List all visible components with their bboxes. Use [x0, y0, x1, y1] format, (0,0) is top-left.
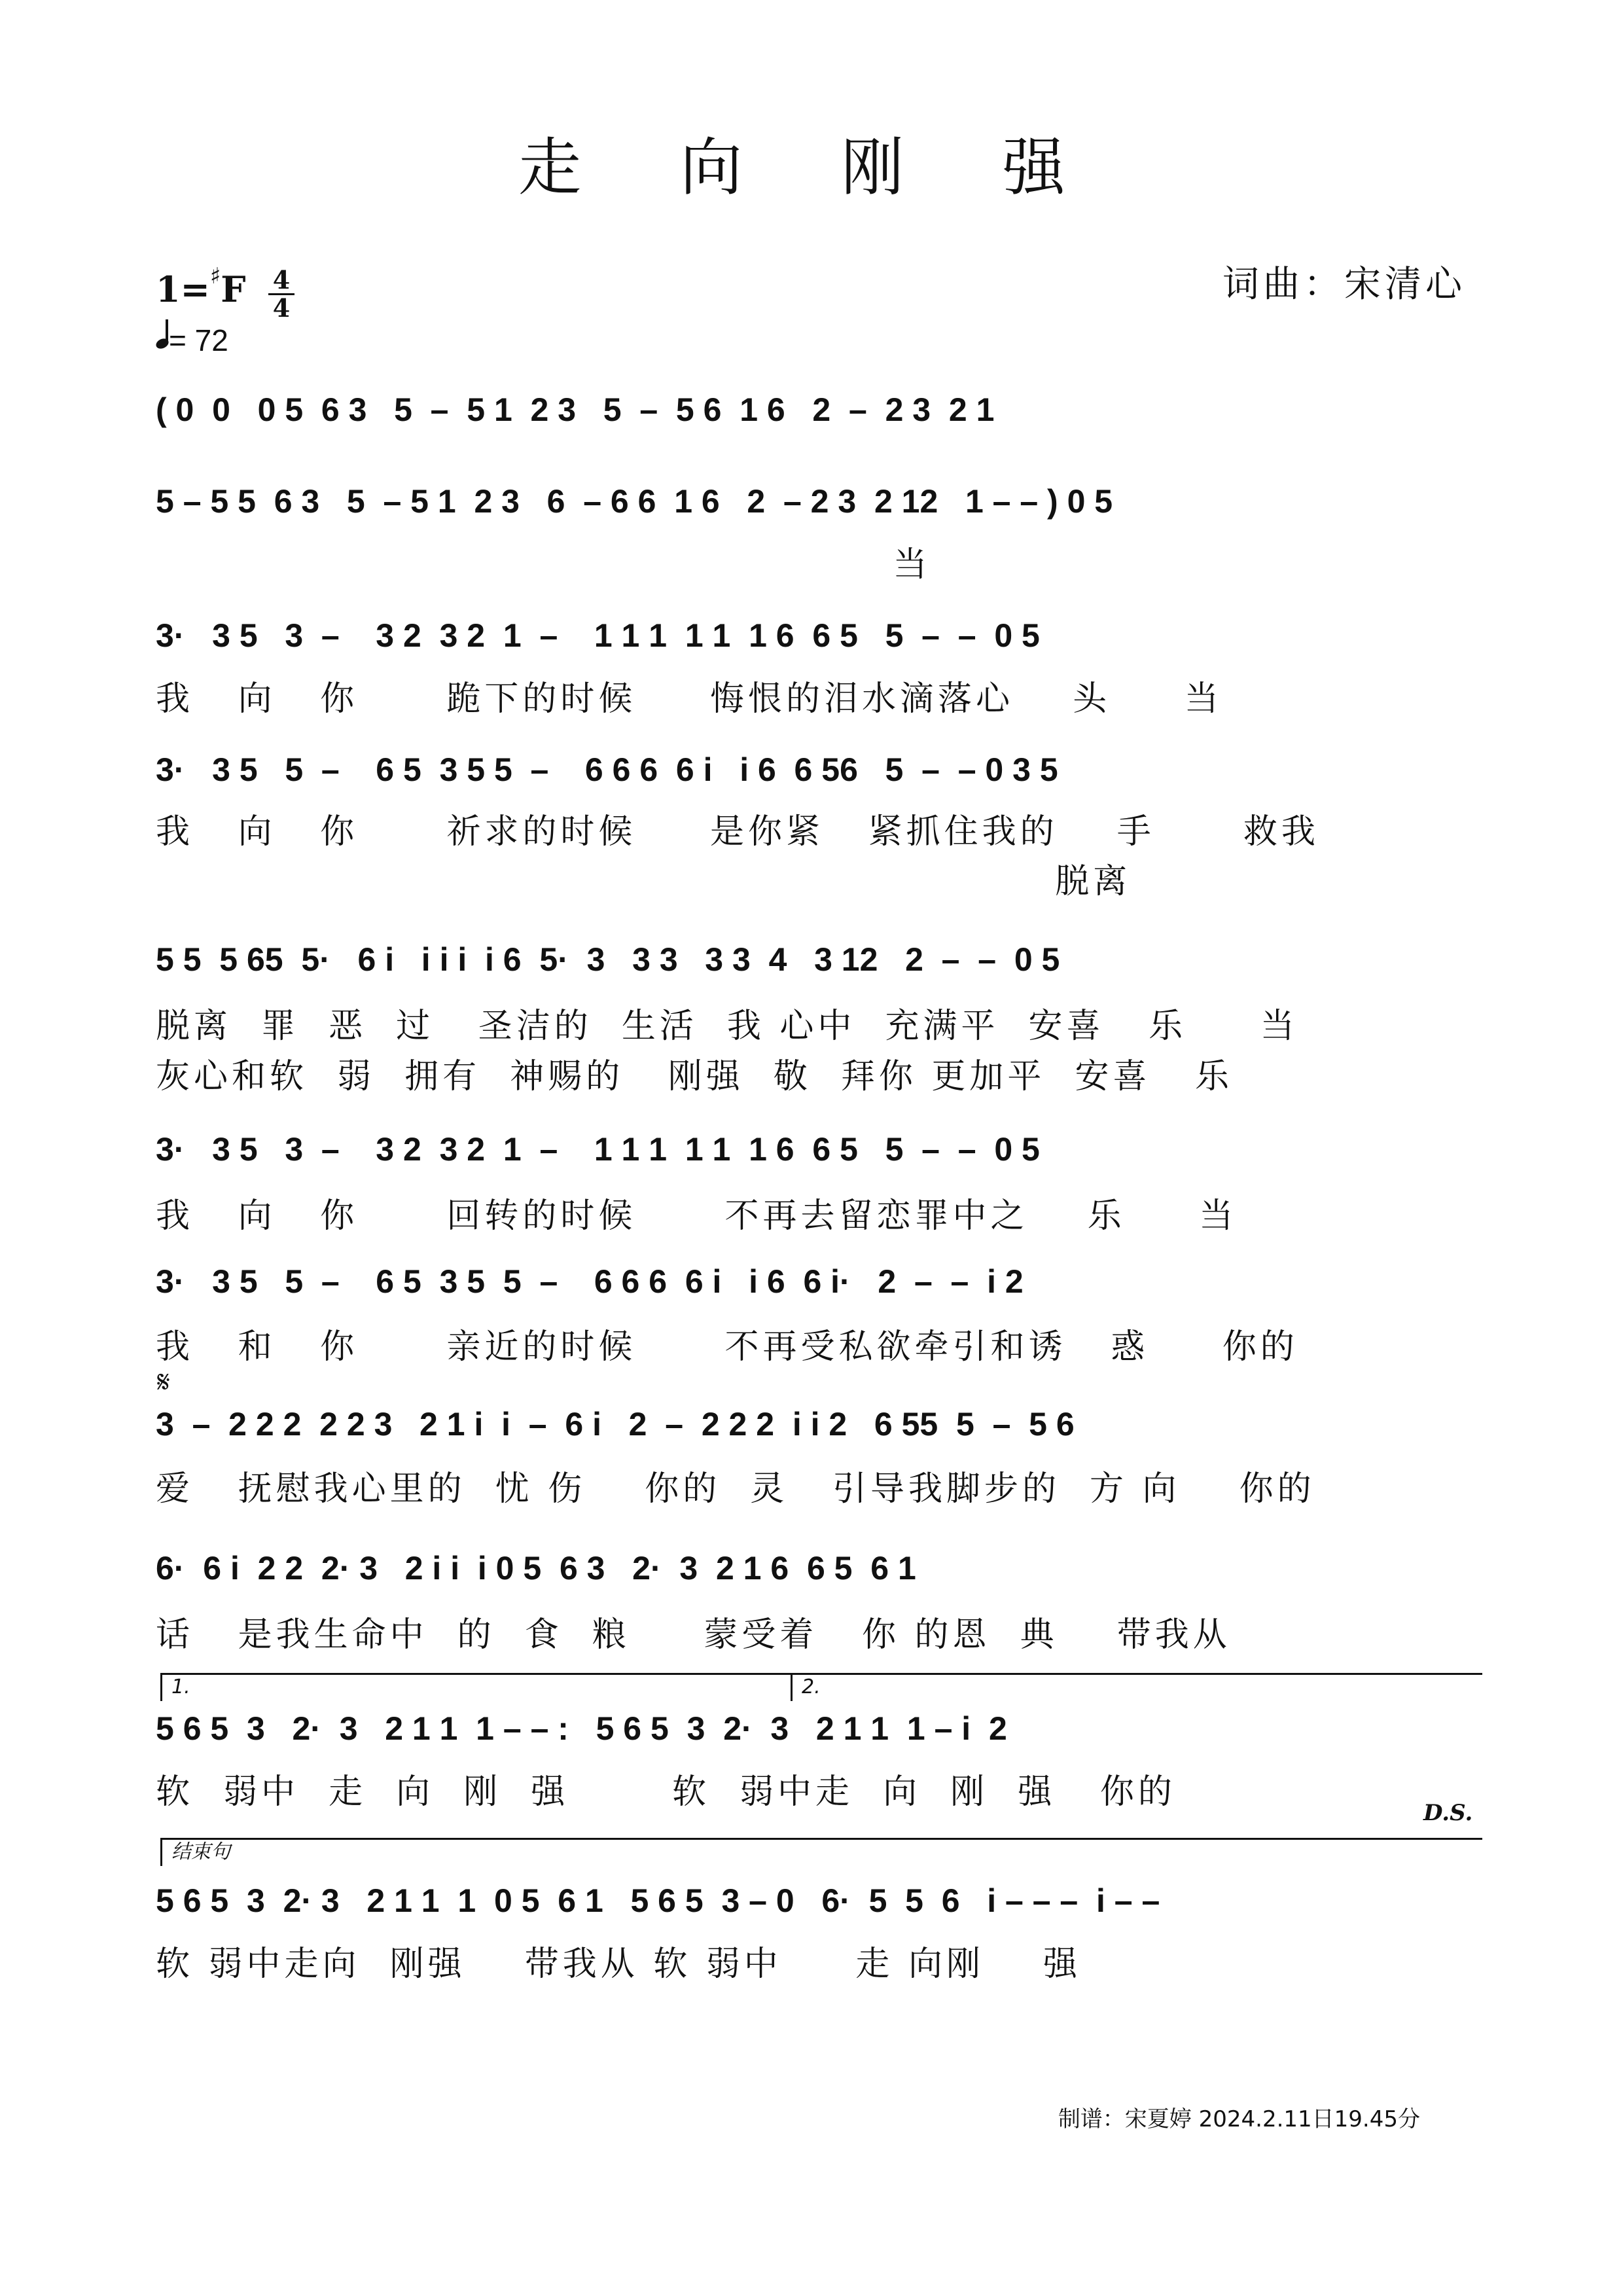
lyric-line: 灰心和软 弱 拥有 神赐的 刚强 敬 拜你 更加平 安喜 乐	[156, 1057, 1234, 1096]
lyric-line: 软 弱中走向 刚强 带我从 软 弱中 走 向刚 强	[156, 1945, 1082, 1984]
credit: 词曲：宋清心	[1222, 263, 1466, 306]
lyric-line: 我 向 你 跪下的时候 悔恨的泪水滴落心 头 当	[156, 679, 1222, 719]
score-line	[156, 1126, 1471, 1198]
tempo-marking	[156, 319, 228, 358]
notation-line: 3· 3 5 5 – 6 5 3 5 5 – 6 6 6 6 i i 6 6 i· 2 – – i 2	[156, 1263, 1024, 1300]
key-prefix: 1=	[156, 268, 210, 310]
dal-segno-mark: D.S.	[1423, 1800, 1473, 1826]
volta-second-ending: 2.	[791, 1673, 1482, 1701]
lyric-line: 当	[156, 545, 931, 584]
lyric-line: 脱离 罪 恶 过 圣洁的 生活 我 心中 充满平 安喜 乐 当	[156, 1007, 1298, 1046]
time-signature-denominator: 4	[272, 293, 291, 323]
lyric-line: 爱 抚慰我心里的 忧 伤 你的 灵 引导我脚步的 方 向 你的	[156, 1469, 1315, 1509]
key-note: F	[221, 268, 246, 310]
footer-credit: 制谱：宋夏婷 2024.2.11日19.45分	[1058, 2106, 1420, 2132]
lyric-line: 我 向 你 回转的时候 不再去留恋罪中之 乐 当	[156, 1196, 1238, 1236]
coda-ending: 结束句	[160, 1838, 1482, 1866]
notation-line: 3· 3 5 3 – 3 2 3 2 1 – 1 1 1 1 1 1 6 6 5 5 – – 0 5	[156, 617, 1040, 654]
notation-line: 5 5 5 65 5· 6 i i i i i 6 5· 3 3 3 3 3 4 3 12 2 – – 0 5	[156, 941, 1060, 978]
time-signature-numerator: 4	[268, 267, 294, 295]
notation-line: 5 6 5 3 2· 3 2 1 1 1 – – : 5 6 5 3 2· 3 2 1 1 1 – i 2	[156, 1710, 1007, 1747]
notation-line: 3 – 2 2 2 2 2 3 2 1 i i – 6 i 2 – 2 2 2 i i 2 6 55 5 – 5 6	[156, 1406, 1075, 1443]
segno-sign: 𝄋	[157, 1364, 170, 1399]
notation-line: 3· 3 5 5 – 6 5 3 5 5 – 6 6 6 6 i i 6 6 56 5 – – 0 3 5	[156, 751, 1058, 788]
notation-line: ( 0 0 0 5 6 3 5 – 5 1 2 3 5 – 5 6 1 6 2 – 2 3 2 1	[156, 391, 995, 428]
time-signature	[268, 267, 294, 321]
score-line	[156, 1545, 1471, 1617]
notation-line: 3· 3 5 3 – 3 2 3 2 1 – 1 1 1 1 1 1 6 6 5 5 – – 0 5	[156, 1131, 1040, 1168]
score-line	[156, 936, 1471, 1008]
key-signature	[156, 263, 246, 310]
sharp-sign: ♯	[209, 263, 221, 289]
lyric-line: 我 和 你 亲近的时候 不再受私欲牵引和诱 惑 你的	[156, 1327, 1298, 1367]
lyric-line: 脱离	[156, 862, 1132, 901]
notation-line: 6· 6 i 2 2 2· 3 2 i i i 0 5 6 3 2· 3 2 1 6 6 5 6 1	[156, 1550, 916, 1587]
lyric-line: 话 是我生命中 的 食 粮 蒙受着 你 的恩 典 带我从	[156, 1615, 1231, 1655]
quarter-note-icon	[156, 319, 169, 351]
volta-first-ending: 1.	[160, 1673, 793, 1701]
score-line	[156, 386, 1471, 458]
notation-line: 5 6 5 3 2· 3 2 1 1 1 0 5 6 1 5 6 5 3 – 0 6· 5 5 6 i – – – i – –	[156, 1882, 1160, 1919]
lyric-line: 软 弱中 走 向 刚 强 软 弱中走 向 刚 强 你的	[156, 1772, 1176, 1812]
song-title: 走 向 刚 强	[518, 131, 1105, 204]
tempo-value: = 72	[169, 323, 228, 357]
lyric-line: 我 向 你 祈求的时候 是你紧 紧抓住我的 手 救我	[156, 812, 1319, 852]
notation-line: 5 – 5 5 6 3 5 – 5 1 2 3 6 – 6 6 1 6 2 – 2 3 2 12 1 – – ) 0 5	[156, 483, 1113, 520]
